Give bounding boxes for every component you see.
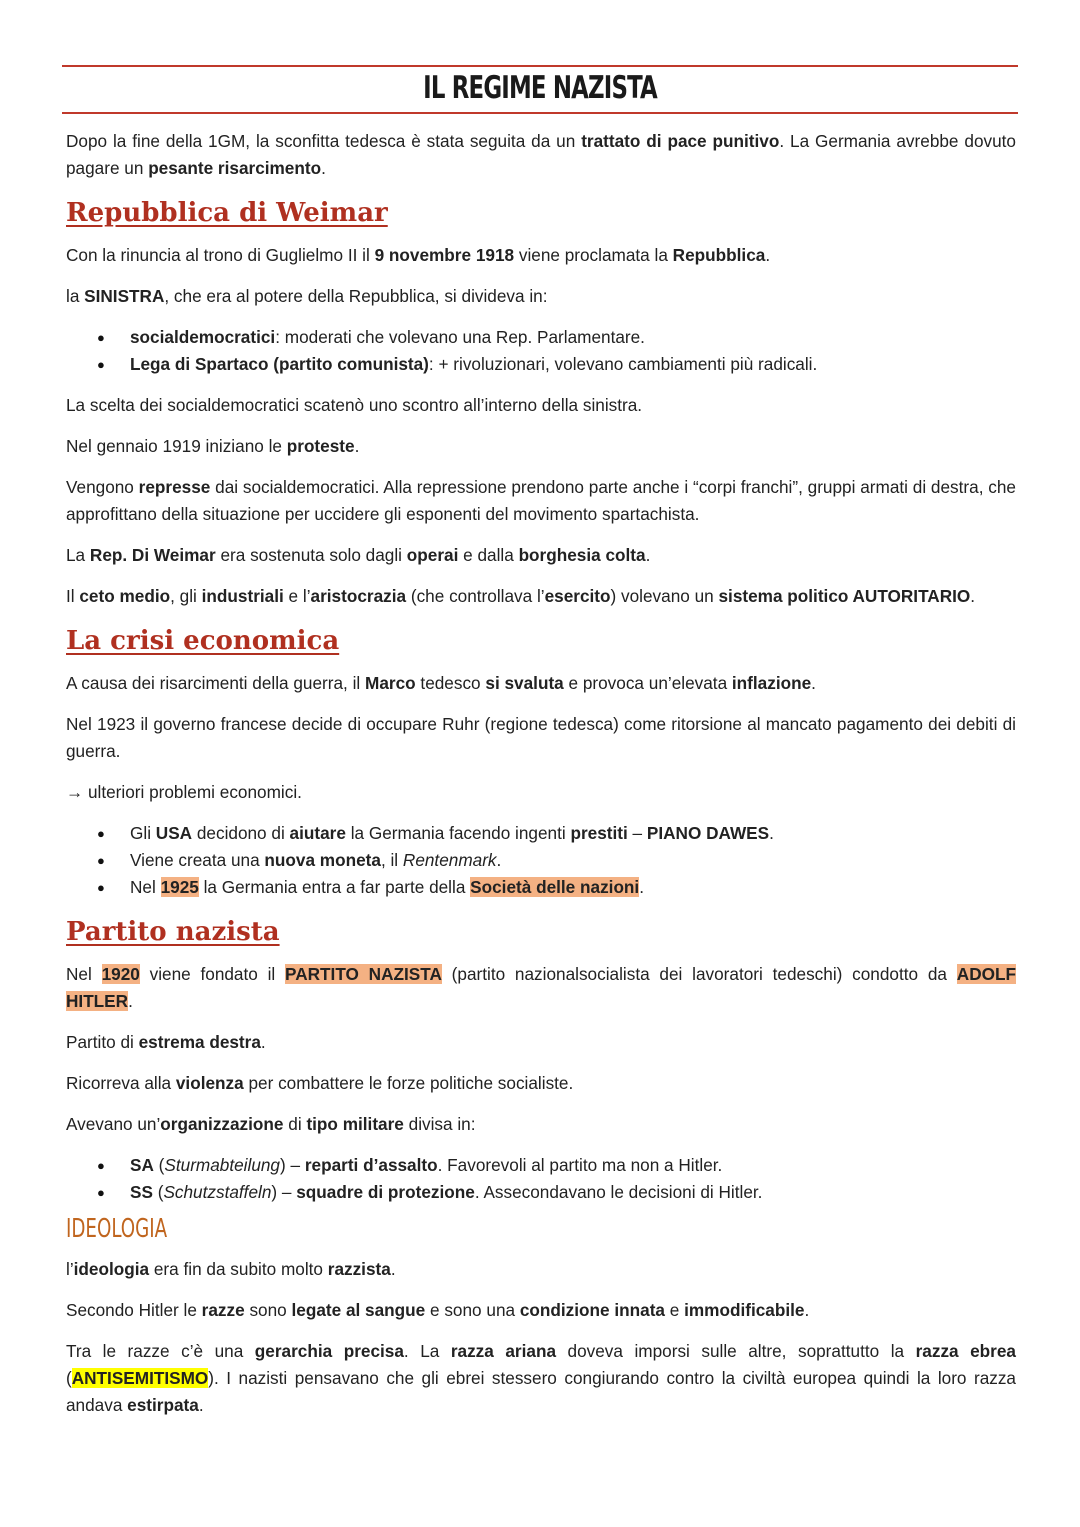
list-item: ● Viene creata una nuova moneta, il Rentenmark. (130, 847, 1016, 874)
highlight-1925: 1925 (160, 877, 199, 897)
weimar-paragraph-5: Vengono represse dai socialdemocratici. Alla repressione prendono parte anche i “corpi franchi”, gruppi armati di destra, che approfittano della situazione per uccidere gli esponenti del movimento spartachista. (66, 477, 1016, 524)
list-item: ● Nel 1925 la Germania entra a far parte della Società delle nazioni. (130, 874, 1016, 901)
weimar-paragraph-7: Il ceto medio, gli industriali e l’aristocrazia (che controllava l’esercito) volevano un sistema politico AUTORITARIO. (66, 586, 976, 606)
partito-paragraph-3: Ricorreva alla violenza per combattere le forze politiche socialiste. (66, 1073, 574, 1093)
title-top-rule (62, 65, 1018, 67)
heading-ideologia: IDEOLOGIA (66, 1214, 168, 1244)
highlight-partito-nazista: PARTITO NAZISTA (285, 964, 442, 984)
crisi-list (66, 820, 1016, 901)
weimar-paragraph-3: La scelta dei socialdemocratici scatenò uno scontro all’interno della sinistra. (66, 395, 643, 415)
highlight-adolf-hitler: ADOLF HITLER (66, 964, 1016, 1011)
heading-weimar: Repubblica di Weimar (66, 198, 388, 228)
weimar-paragraph-1: Con la rinuncia al trono di Guglielmo II il 9 novembre 1918 viene proclamata la Repubblica. (66, 245, 771, 265)
partito-paragraph-1: Nel 1920 viene fondato il PARTITO NAZISTA (partito nazionalsocialista dei lavoratori tedeschi) condotto da ADOLF HITLER. (66, 964, 1016, 1011)
crisi-paragraph-2: Nel 1923 il governo francese decide di occupare Ruhr (regione tedesca) come ritorsione al mancato pagamento dei debiti di guerra. (66, 714, 1016, 761)
crisi-paragraph-3: → ulteriori problemi economici. (66, 782, 302, 802)
heading-crisi: La crisi economica (66, 626, 340, 656)
list-item: ● SS (Schutzstaffeln) – squadre di protezione. Assecondavano le decisioni di Hitler. (130, 1179, 1016, 1206)
weimar-list (66, 324, 1016, 378)
ideologia-paragraph-3: Tra le razze c’è una gerarchia precisa. La razza ariana doveva imporsi sulle altre, soprattutto la razza ebrea (ANTISEMITISMO). I nazisti pensavano che gli ebrei stessero congiurando contro la civiltà europea quindi la loro razza andava estirpata. (66, 1341, 1016, 1415)
heading-partito: Partito nazista (66, 917, 280, 947)
weimar-paragraph-6: La Rep. Di Weimar era sostenuta solo dagli operai e dalla borghesia colta. (66, 545, 651, 565)
highlight-1920: 1920 (101, 964, 140, 984)
intro-paragraph: Dopo la fine della 1GM, la sconfitta tedesca è stata seguita da un trattato di pace punitivo. La Germania avrebbe dovuto pagare un pesante risarcimento. (66, 131, 1016, 178)
weimar-paragraph-4: Nel gennaio 1919 iniziano le proteste. (66, 436, 360, 456)
highlight-societa-nazioni: Società delle nazioni (470, 877, 640, 897)
ideologia-paragraph-1: l’ideologia era fin da subito molto razzista. (66, 1259, 396, 1279)
list-item: ● Lega di Spartaco (partito comunista): + rivoluzionari, volevano cambiamenti più radicali. (130, 351, 1016, 378)
ideologia-paragraph-2: Secondo Hitler le razze sono legate al sangue e sono una condizione innata e immodificabile. (66, 1300, 810, 1320)
list-item: ● Gli USA decidono di aiutare la Germania facendo ingenti prestiti – PIANO DAWES. (130, 820, 1016, 847)
partito-list (66, 1152, 1016, 1206)
partito-paragraph-4: Avevano un’organizzazione di tipo militare divisa in: (66, 1114, 476, 1134)
crisi-paragraph-1: A causa dei risarcimenti della guerra, il Marco tedesco si svaluta e provoca un’elevata inflazione. (66, 673, 816, 693)
list-item: ● SA (Sturmabteilung) – reparti d’assalto. Favorevoli al partito ma non a Hitler. (130, 1152, 1016, 1179)
partito-paragraph-2: Partito di estrema destra. (66, 1032, 266, 1052)
title-bottom-rule (62, 112, 1018, 114)
page-title: IL REGIME NAZISTA (423, 70, 657, 106)
highlight-antisemitismo: ANTISEMITISMO (71, 1368, 209, 1388)
weimar-paragraph-2: la SINISTRA, che era al potere della Repubblica, si divideva in: (66, 286, 548, 306)
list-item: ● socialdemocratici: moderati che volevano una Rep. Parlamentare. (130, 324, 1016, 351)
document-body (66, 128, 1016, 1433)
